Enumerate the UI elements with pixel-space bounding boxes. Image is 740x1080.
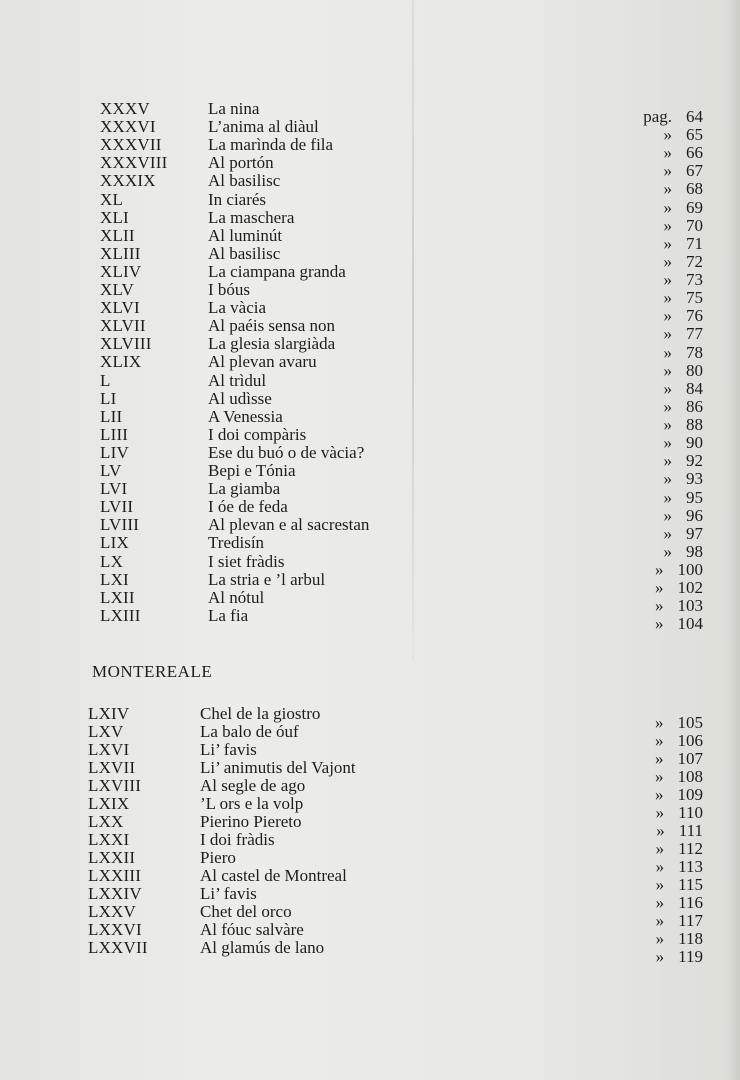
page-number: 113: [678, 857, 703, 877]
page-prefix: »: [663, 306, 672, 326]
chapter-number: XLVI: [100, 298, 140, 318]
chapter-number: LXXVII: [88, 938, 148, 957]
page-number: 76: [686, 306, 703, 326]
chapter-number: LXIX: [88, 794, 130, 813]
chapter-title: I óe de feda: [208, 497, 288, 517]
chapter-title: Bepi e Tónia: [208, 461, 296, 480]
page-number: 65: [686, 125, 703, 145]
page-prefix: »: [663, 378, 672, 398]
chapter-title: La giamba: [208, 479, 281, 499]
page-number: 95: [686, 487, 703, 507]
page-number: 67: [686, 161, 703, 181]
page-prefix: »: [655, 839, 665, 859]
chapter-title: La ciampana granda: [208, 261, 346, 281]
chapter-title: La maschera: [208, 207, 295, 227]
page-number: 73: [686, 270, 703, 290]
page-number: 70: [686, 215, 703, 235]
chapter-number: XLV: [100, 280, 134, 299]
chapter-number: LXXIII: [88, 866, 142, 885]
chapter-number: XLIII: [100, 243, 141, 263]
chapter-number: LXV: [88, 722, 124, 741]
chapter-title: Chet del orco: [200, 902, 292, 921]
page-number: 75: [686, 288, 703, 308]
page-prefix: »: [663, 125, 672, 145]
chapter-title: La vàcia: [208, 298, 267, 318]
chapter-number: LXI: [100, 569, 129, 589]
chapter-number: L: [100, 370, 111, 390]
chapter-title: Li’ favis: [200, 884, 257, 903]
toc-entry: [100, 99, 703, 126]
page-prefix: »: [663, 541, 672, 561]
page-prefix: »: [663, 451, 672, 471]
chapter-number: LXXVI: [88, 920, 142, 939]
chapter-number: LVI: [100, 479, 128, 499]
chapter-number: XLIV: [100, 261, 142, 281]
chapter-number: LXXI: [88, 830, 130, 849]
chapter-number: LXXV: [88, 902, 137, 921]
chapter-title: Al basilisc: [208, 243, 281, 263]
chapter-title: I doi compàris: [208, 424, 307, 444]
chapter-number: XXXIX: [100, 171, 156, 191]
chapter-title: Li’ animutis del Vajont: [200, 758, 356, 777]
page-prefix: »: [663, 251, 672, 271]
page-number: 72: [686, 251, 703, 271]
page-prefix: »: [663, 197, 672, 217]
page-number: 66: [686, 143, 703, 163]
chapter-number: LXXIV: [88, 884, 142, 903]
page-prefix: »: [655, 893, 665, 913]
page-prefix: »: [655, 767, 664, 787]
page-number: 77: [686, 324, 703, 344]
chapter-number: XLI: [100, 207, 129, 227]
page-prefix: »: [655, 578, 664, 598]
chapter-title: Al segle de ago: [200, 776, 306, 795]
section-heading-montereale: MONTEREALE: [92, 662, 213, 681]
page-number: 107: [677, 749, 703, 769]
page-edge-shadow: [726, 0, 740, 1080]
chapter-title: Al udìsse: [208, 388, 272, 408]
page-prefix: »: [663, 487, 672, 507]
page-number: 80: [686, 360, 703, 380]
chapter-title: Li’ favis: [200, 740, 257, 759]
chapter-number: XLIX: [100, 352, 142, 372]
chapter-title: Chel de la giostro: [200, 704, 321, 723]
page-prefix: »: [655, 560, 664, 579]
chapter-number: XLII: [100, 225, 135, 245]
page-prefix: »: [663, 360, 672, 380]
page-number: 90: [686, 433, 703, 453]
page-number: 111: [678, 821, 703, 841]
page-prefix: »: [663, 469, 672, 489]
chapter-title: Al glamús de lano: [200, 938, 325, 957]
page-number: 93: [686, 469, 703, 489]
page-number: 104: [677, 614, 703, 634]
chapter-number: LXXII: [88, 848, 136, 867]
chapter-number: LXVI: [88, 740, 130, 759]
chapter-title: Al plevan avaru: [208, 352, 317, 372]
chapter-number: LIX: [100, 533, 129, 553]
page-number: 103: [677, 596, 703, 616]
chapter-title: La fia: [208, 605, 249, 625]
page-prefix: »: [663, 415, 672, 435]
page-number: 78: [686, 342, 703, 362]
page-number: 69: [686, 197, 703, 217]
chapter-number: XXXVII: [100, 135, 162, 155]
chapter-number: LXIV: [88, 704, 130, 723]
chapter-number: XXXVIII: [100, 153, 168, 173]
chapter-number: LII: [100, 406, 123, 426]
chapter-title: Al basilisc: [208, 171, 281, 191]
page-reference: [655, 615, 703, 633]
chapter-number: LXII: [100, 587, 135, 607]
chapter-title: I doi fràdis: [200, 830, 275, 849]
page-number: 117: [678, 911, 703, 931]
page-prefix: »: [655, 875, 665, 895]
page-prefix: »: [663, 161, 672, 181]
chapter-title: La stria e ’l arbul: [208, 569, 326, 589]
page-number: 92: [686, 451, 703, 471]
page-prefix: »: [655, 947, 665, 967]
page-prefix: »: [655, 749, 664, 769]
page-prefix: »: [663, 270, 672, 290]
page-prefix: »: [655, 731, 664, 751]
page-prefix: »: [655, 857, 665, 877]
page-number: 116: [678, 893, 703, 913]
page-number: 102: [677, 578, 703, 598]
page-number: 84: [686, 378, 703, 398]
chapter-title: Al plevan e al sacrestan: [208, 515, 370, 535]
page-prefix: »: [663, 505, 672, 525]
page-prefix: »: [663, 233, 672, 253]
chapter-title: La glesia slargiàda: [208, 334, 336, 354]
chapter-number: LIII: [100, 424, 129, 444]
page-prefix: »: [656, 821, 665, 841]
chapter-number: LXIII: [100, 605, 141, 625]
page-prefix: »: [663, 288, 672, 308]
page-prefix: »: [655, 614, 664, 634]
page-number: 109: [677, 785, 703, 805]
chapter-number: XL: [100, 189, 124, 209]
page-prefix: »: [663, 215, 672, 235]
page-number: 64: [686, 107, 703, 126]
toc-entry: [88, 938, 703, 967]
chapter-title: Al trìdul: [208, 370, 267, 390]
chapter-title: Tredisín: [208, 533, 265, 553]
page-number: 108: [677, 767, 703, 787]
chapter-title: La balo de óuf: [200, 722, 299, 741]
chapter-title: A Venessia: [208, 406, 283, 426]
chapter-title: I siet fràdis: [208, 551, 285, 571]
chapter-title: Al fóuc salvàre: [200, 920, 304, 939]
page-prefix: »: [663, 342, 672, 362]
chapter-number: XXXVI: [100, 117, 156, 137]
chapter-number: LX: [100, 551, 124, 571]
page-number: 88: [686, 415, 703, 435]
page-number: 106: [677, 731, 703, 751]
chapter-number: LV: [100, 461, 122, 480]
chapter-number: XXXV: [100, 99, 150, 118]
chapter-title: In ciarés: [208, 189, 267, 209]
page-number: 68: [686, 179, 703, 199]
chapter-number: LXVIII: [88, 776, 142, 795]
page-prefix: »: [655, 596, 664, 616]
page-prefix: »: [663, 324, 672, 344]
chapter-number: LXX: [88, 812, 124, 831]
chapter-title: La nina: [208, 99, 260, 118]
page-prefix: »: [655, 911, 665, 931]
chapter-title: Al portón: [208, 153, 274, 173]
chapter-title: L’anima al diàul: [208, 117, 319, 137]
chapter-number: LVII: [100, 497, 134, 517]
chapter-number: LXVII: [88, 758, 136, 777]
chapter-title: La marìnda de fila: [208, 135, 334, 155]
chapter-title: Al paéis sensa non: [208, 316, 336, 336]
page-prefix: »: [655, 929, 665, 949]
page-number: 96: [686, 505, 703, 525]
chapter-title: Pierino Piereto: [200, 812, 302, 831]
page-number: 112: [678, 839, 703, 859]
chapter-title: Al luminút: [208, 225, 283, 245]
page-number: 97: [686, 523, 703, 543]
page-prefix: »: [655, 713, 664, 732]
page-number: 119: [678, 947, 703, 967]
chapter-title: Piero: [200, 848, 236, 867]
page-prefix: »: [655, 785, 664, 805]
page-number: 115: [678, 875, 703, 895]
page-prefix: »: [663, 523, 672, 543]
page-prefix: »: [663, 433, 672, 453]
page-reference: [656, 948, 703, 966]
page-prefix: pag.: [643, 107, 672, 126]
chapter-title: I bóus: [208, 280, 251, 299]
page-prefix: »: [663, 143, 672, 163]
page-number: 86: [686, 396, 703, 416]
page-number: 105: [677, 713, 703, 732]
page-number: 100: [677, 560, 703, 579]
chapter-number: LVIII: [100, 515, 140, 535]
page-prefix: »: [655, 803, 665, 823]
page-number: 118: [678, 929, 703, 949]
chapter-number: XLVII: [100, 316, 146, 336]
chapter-title: Al nótul: [208, 587, 265, 607]
chapter-title: Ese du buó o de vàcia?: [208, 442, 365, 462]
chapter-number: LI: [100, 388, 117, 408]
page-number: 71: [686, 233, 703, 253]
chapter-title: ’L ors e la volp: [200, 794, 304, 813]
chapter-number: XLVIII: [100, 334, 152, 354]
page-number: 98: [686, 541, 703, 561]
chapter-number: LIV: [100, 442, 129, 462]
chapter-title: Al castel de Montreal: [200, 866, 347, 885]
page-number: 110: [678, 803, 703, 823]
page-prefix: »: [663, 396, 672, 416]
page-prefix: »: [663, 179, 672, 199]
